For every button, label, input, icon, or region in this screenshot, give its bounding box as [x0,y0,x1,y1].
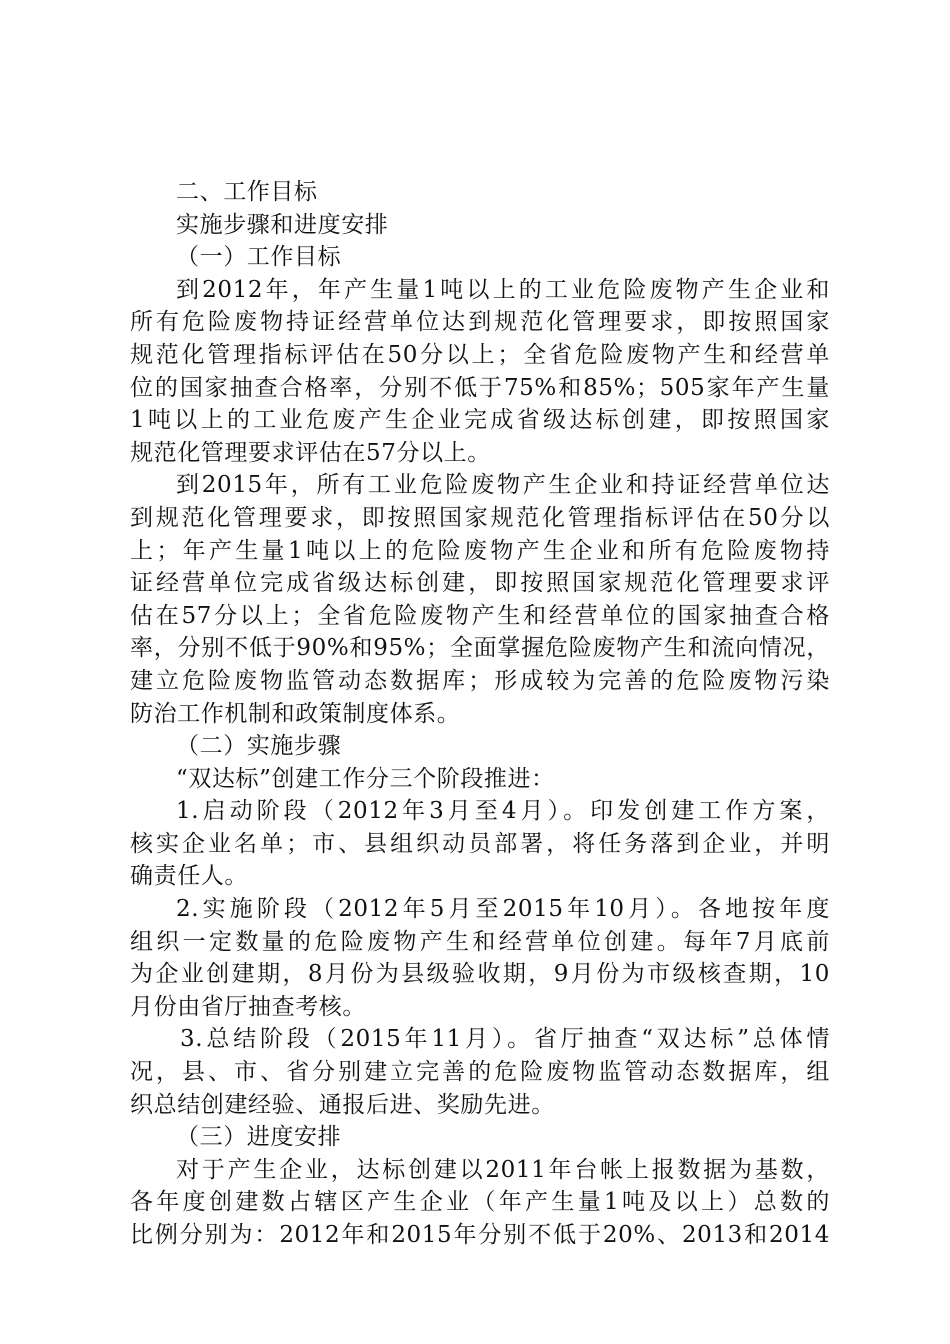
step2-line: 月份由省厅抽查考核。 [130,993,366,1020]
paragraph-2012-line: 所有危险废物持证经营单位达到规范化管理要求，即按照国家 [130,309,830,336]
step1-line: 确责任人。 [130,863,248,890]
heading-work-goal: 二、工作目标 [176,179,318,205]
subheading-work-goal: （一）工作目标 [176,244,342,271]
heading-steps-schedule: 实施步骤和进度安排 [176,211,389,238]
paragraph-2015-line: 证经营单位完成省级达标创建，即按照国家规范化管理要求评 [130,570,830,597]
schedule-line: 对于产生企业，达标创建以2011年台帐上报数据为基数， [176,1156,830,1183]
steps-intro: “双达标”创建工作分三个阶段推进： [176,765,555,792]
paragraph-2015-line: 到规范化管理要求，即按照国家规范化管理指标评估在50分以 [130,504,830,531]
paragraph-2015-line: 防治工作机制和政策制度体系。 [130,700,461,727]
step3-line: 况，县、市、省分别建立完善的危险废物监管动态数据库，组 [130,1059,830,1086]
schedule-line: 各年度创建数占辖区产生企业（年产生量1吨及以上）总数的 [130,1189,830,1216]
paragraph-2015-line: 估在57分以上；全省危险废物产生和经营单位的国家抽查合格 [130,602,830,629]
subheading-schedule: （三）进度安排 [176,1124,342,1151]
step2-line: 组织一定数量的危险废物产生和经营单位创建。每年7月底前 [130,928,830,955]
paragraph-2012-line: 位的国家抽查合格率，分别不低于75%和85%；505家年产生量 [130,374,830,401]
schedule-line: 比例分别为：2012年和2015年分别不低于20%、2013和2014 [130,1222,830,1248]
paragraph-2015-line: 建立危险废物监管动态数据库；形成较为完善的危险废物污染 [130,667,830,694]
paragraph-2015-line: 到2015年，所有工业危险废物产生企业和持证经营单位达 [176,472,830,499]
paragraph-2015-line: 率，分别不低于90%和95%；全面掌握危险废物产生和流向情况， [130,635,830,662]
step2-line: 为企业创建期，8月份为县级验收期，9月份为市级核查期，10 [130,961,830,988]
paragraph-2012-line: 规范化管理要求评估在57分以上。 [130,439,491,466]
paragraph-2015-line: 上；年产生量1吨以上的危险废物产生企业和所有危险废物持 [130,537,830,564]
paragraph-2012-line: 规范化管理指标评估在50分以上；全省危险废物产生和经营单 [130,341,830,368]
step3-line: 3.总结阶段（2015年11月）。省厅抽查“双达标”总体情 [180,1026,830,1053]
step2-line: 2.实施阶段（2012年5月至2015年10月）。各地按年度 [176,896,830,923]
step1-line: 1.启动阶段（2012年3月至4月）。印发创建工作方案， [176,798,830,825]
paragraph-2012-line: 1吨以上的工业危废产生企业完成省级达标创建，即按照国家 [130,407,830,434]
subheading-implementation-steps: （二）实施步骤 [176,733,342,760]
step3-line: 织总结创建经验、通报后进、奖励先进。 [130,1091,555,1118]
paragraph-2012-line: 到2012年，年产生量1吨以上的工业危险废物产生企业和 [176,276,830,303]
step1-line: 核实企业名单；市、县组织动员部署，将任务落到企业，并明 [130,830,830,857]
document-page [130,176,830,1252]
